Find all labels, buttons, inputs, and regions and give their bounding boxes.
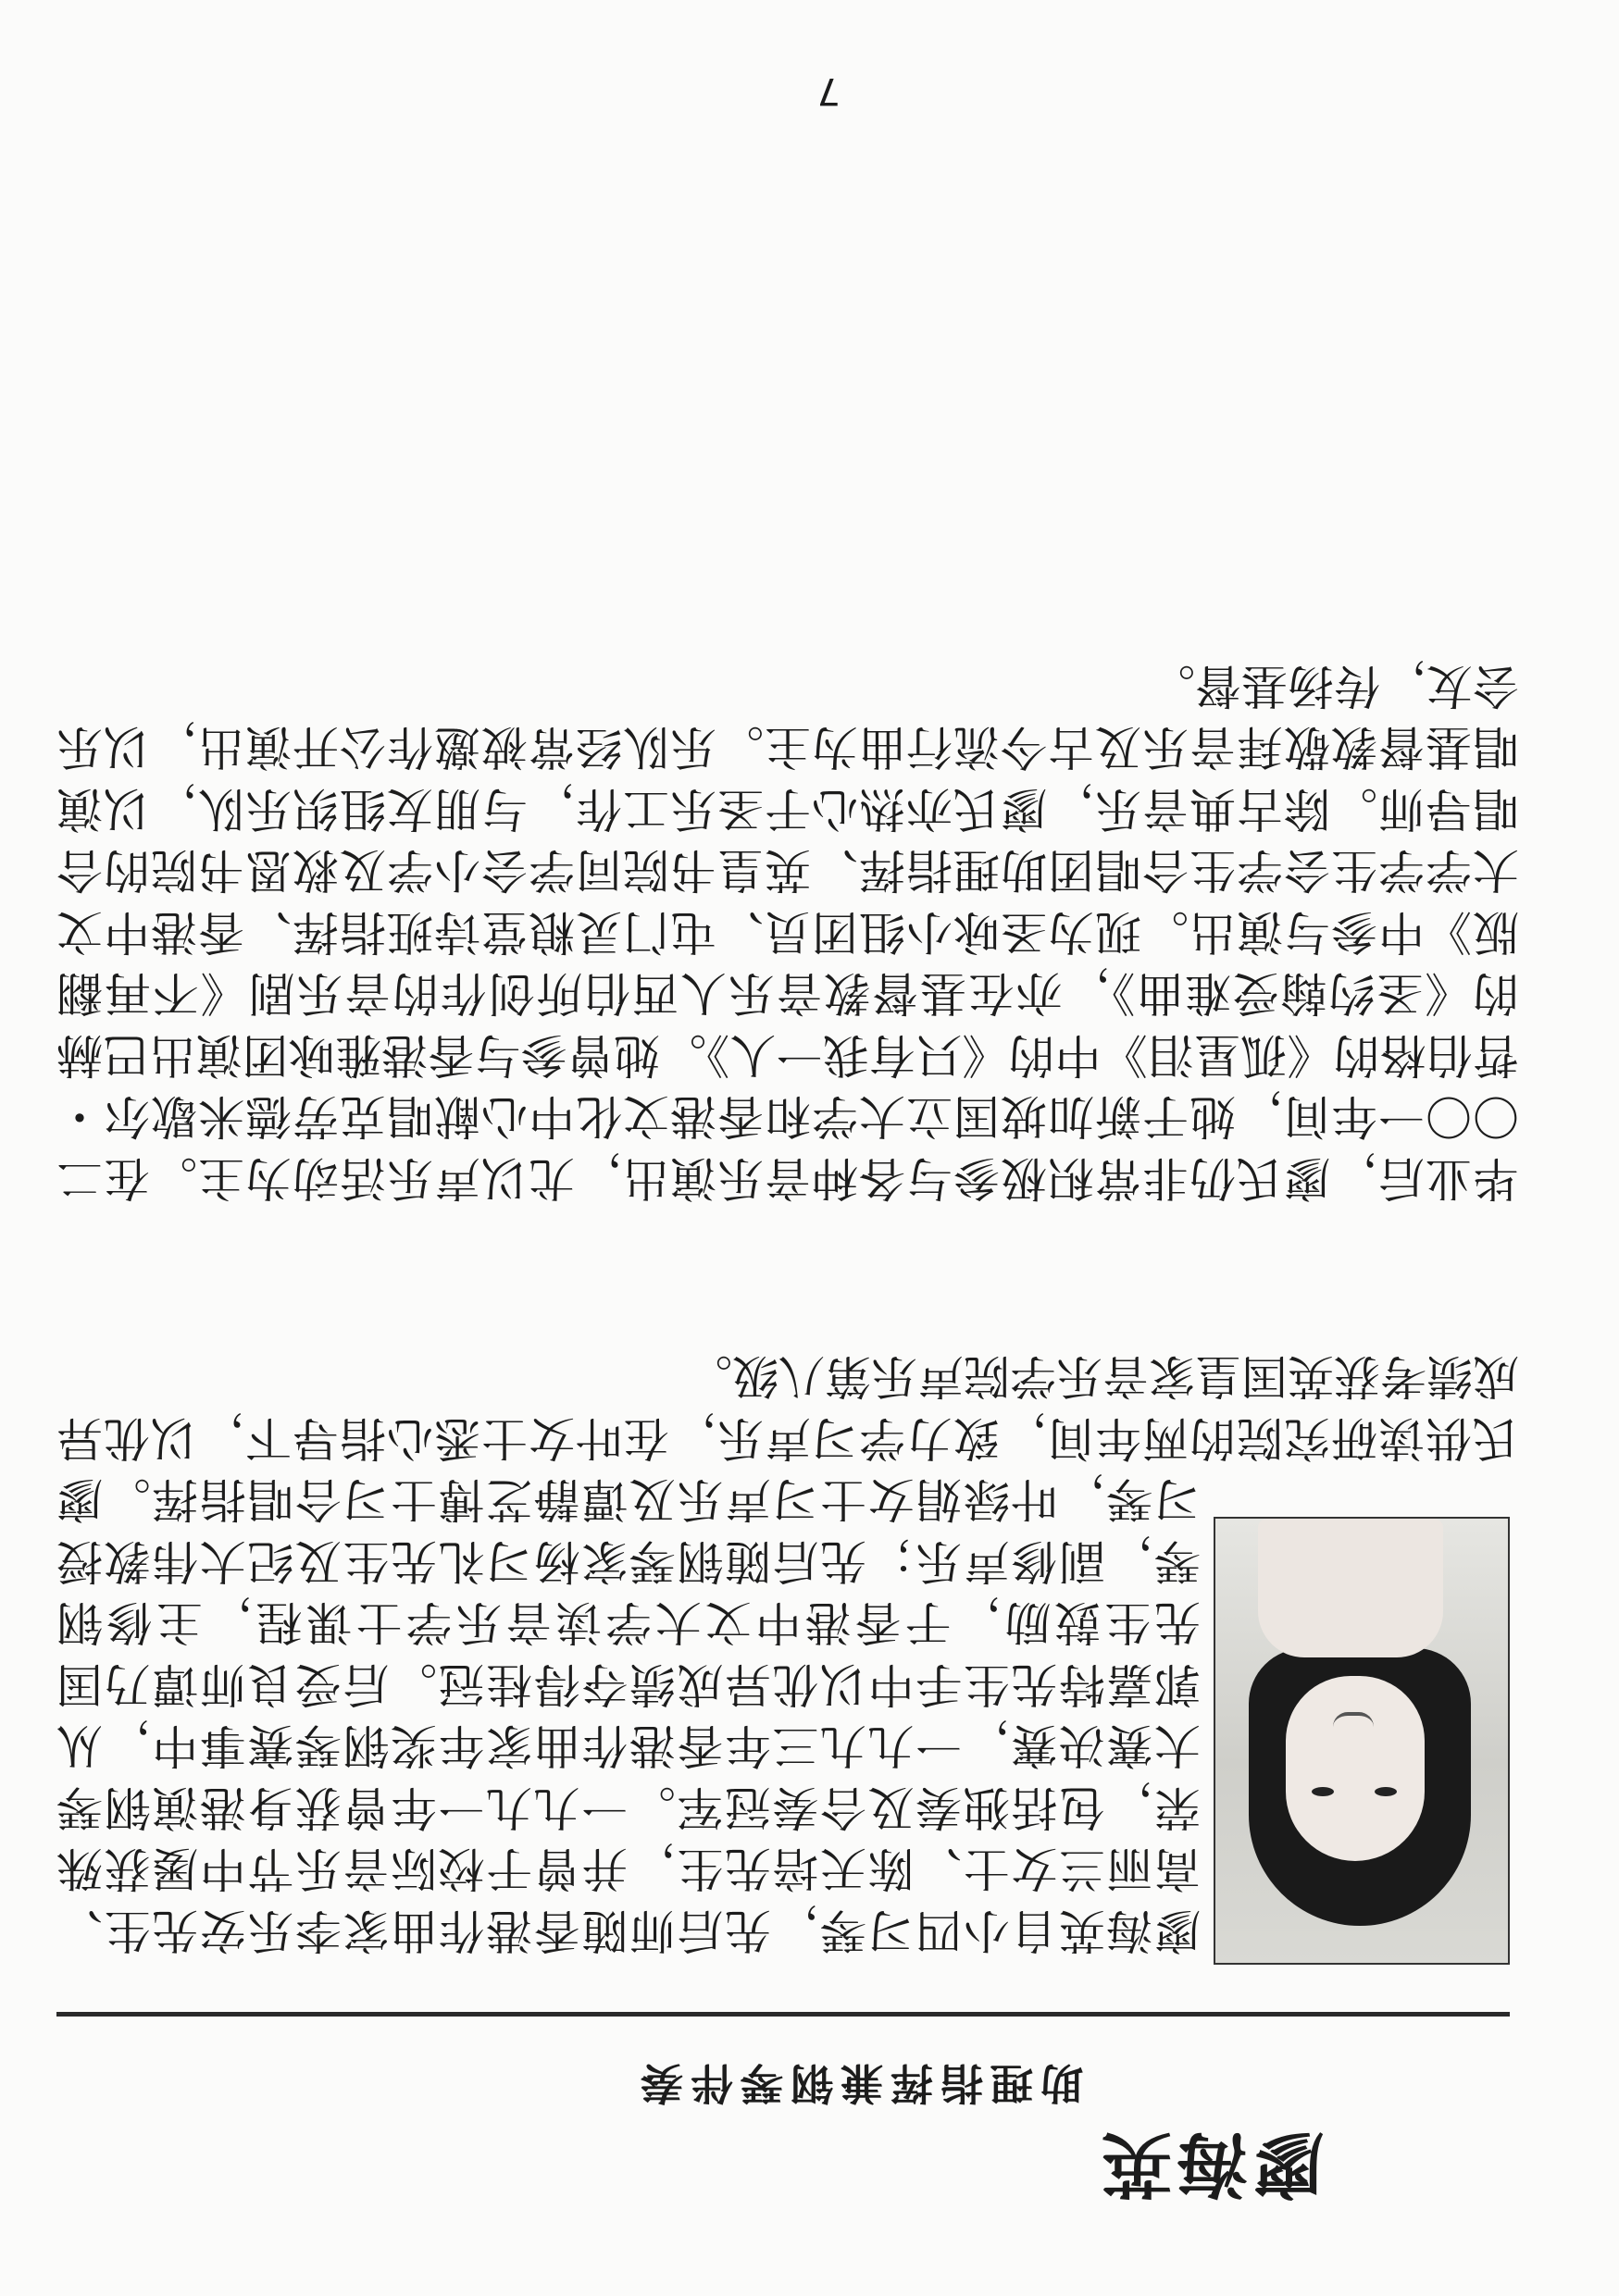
- bio-paragraph-2: 毕业后，廖氏仍非常积极参与各种音乐演出，尤以声乐活动为主。在二〇〇一年间，她于新加坡国立大学和香港文化中心献唱克劳德米歇尔・哲伯格的《孤星泪》中的《只有我一人》。她曾参与香港雅咏团演出巴赫的《圣约翰受难曲》，亦在基督教音乐人西伯所创作的音乐剧《不再翻版》中参与演出。现为圣咏小组团员、屯门灵粮堂诗班指挥、香港中文大学学生会学生合唱团助理指挥、英皇书院同学会小学及救恩书院的合唱导师。除古典音乐，廖氏亦热心于圣乐工作，与朋友组织乐队，以演唱基督教敬拜音乐及古今流行曲为主。乐队经常被邀作公开演出，以乐会友，传扬基督。: [56, 659, 1519, 1205]
- bio-paragraph-1: [56, 1346, 1519, 1961]
- header-divider: [56, 2012, 1510, 2017]
- bio-paragraph-1-text: 廖海英自小四习琴，先后师随香港作曲家李乐安先生、高丽兰女士、陈天培先生，并曾于校际音乐节中屡获殊荣，包括独奏及合奏冠军。一九九一年曾获身港演钢琴大赛决赛，一九九三年香港作曲家年奖钢琴赛事中，从郭嘉特先生手中以优异成绩夺得桂冠。后受良师谭乃国先生鼓励，于香港中文大学读音乐学士课程，主修钢琴，副修声乐；先后随钢琴家杨习礼先生及纪大伟教授习琴，叶绿娟女士习声乐及谭静芝博士习合唱指挥。廖氏供读研究院的两年间，致力学习声乐，在叶女士悉心指导下，以优异成绩考获英国皇家音乐学院声乐第八级。: [56, 1349, 1519, 1957]
- page-number: 7: [816, 69, 841, 112]
- person-name: 廖海英: [1096, 2123, 1324, 2205]
- person-role: 助理指挥兼钢琴伴奏: [633, 2058, 1083, 2108]
